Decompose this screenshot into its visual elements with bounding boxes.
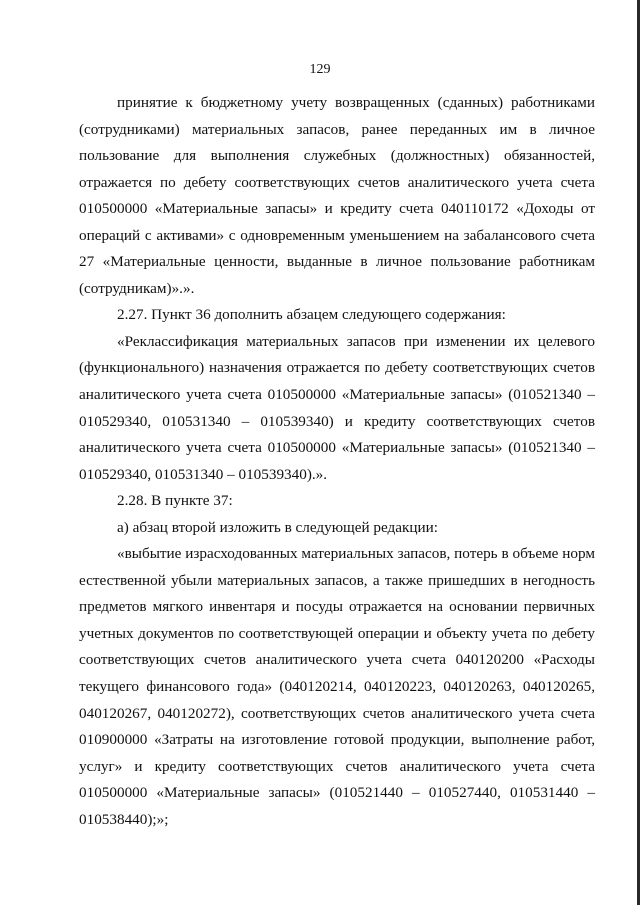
text-line: 010529340, 010531340 – 010539340).». (79, 465, 328, 483)
text-line: операций с активами» с одновременным уменьшением на забалансового счета (79, 226, 595, 244)
page-number: 129 (309, 62, 331, 77)
text-line: (функционального) назначения отражается по дебету соответствующих счетов (79, 359, 595, 377)
text-line: а) абзац второй изложить в следующей редакции: (117, 518, 439, 536)
text-line: пользование для выполнения служебных (должностных) обязанностей, (79, 147, 595, 165)
text-line: «выбытие израсходованных материальных запасов, потерь в объеме норм (117, 545, 595, 563)
text-line: 010500000 «Материальные запасы» и кредиту счета 040110172 «Доходы от (79, 200, 595, 218)
text-line: 010529340, 010531340 – 010539340) и кредиту соответствующих счетов (79, 412, 595, 430)
text-line: естественной убыли материальных запасов, а также пришедших в негодность (79, 571, 595, 589)
text-line: «Реклассификация материальных запасов при изменении их целевого (117, 332, 595, 350)
text-line: соответствующих счетов аналитического учета счета 040120200 «Расходы (79, 651, 595, 669)
text-line: (сотрудниками) материальных запасов, ранее переданных им в личное (79, 120, 595, 138)
text-line: 27 «Материальные ценности, выданные в личное пользование работникам (79, 253, 595, 271)
text-line: (сотрудникам)».». (79, 279, 195, 297)
document-body (79, 90, 595, 833)
text-line: 2.27. Пункт 36 дополнить абзацем следующего содержания: (117, 306, 506, 324)
text-line: услуг» и кредиту соответствующих счетов аналитического учета счета (79, 757, 595, 775)
text-line: отражается по дебету соответствующих счетов аналитического учета счета (79, 173, 595, 191)
text-line: учетных документов по соответствующей операции и объекту учета по дебету (79, 624, 595, 642)
text-line: 010900000 «Затраты на изготовление готовой продукции, выполнение работ, (79, 731, 595, 749)
text-line: 040120267, 040120272), соответствующих счетов аналитического учета счета (79, 704, 595, 722)
text-line: 010538440);»; (79, 810, 169, 828)
text-line: 010500000 «Материальные запасы» (010521440 – 010527440, 010531440 – (79, 784, 595, 802)
text-line: принятие к бюджетному учету возвращенных (сданных) работниками (117, 94, 595, 111)
text-line: аналитического учета счета 010500000 «Материальные запасы» (010521340 – (79, 439, 595, 457)
text-line: текущего финансового года» (040120214, 040120223, 040120263, 040120265, (79, 678, 595, 696)
text-line: 2.28. В пункте 37: (117, 492, 233, 510)
text-line: предметов мягкого инвентаря и посуды отражается на основании первичных (79, 598, 595, 616)
text-line: аналитического учета счета 010500000 «Материальные запасы» (010521340 – (79, 386, 595, 404)
